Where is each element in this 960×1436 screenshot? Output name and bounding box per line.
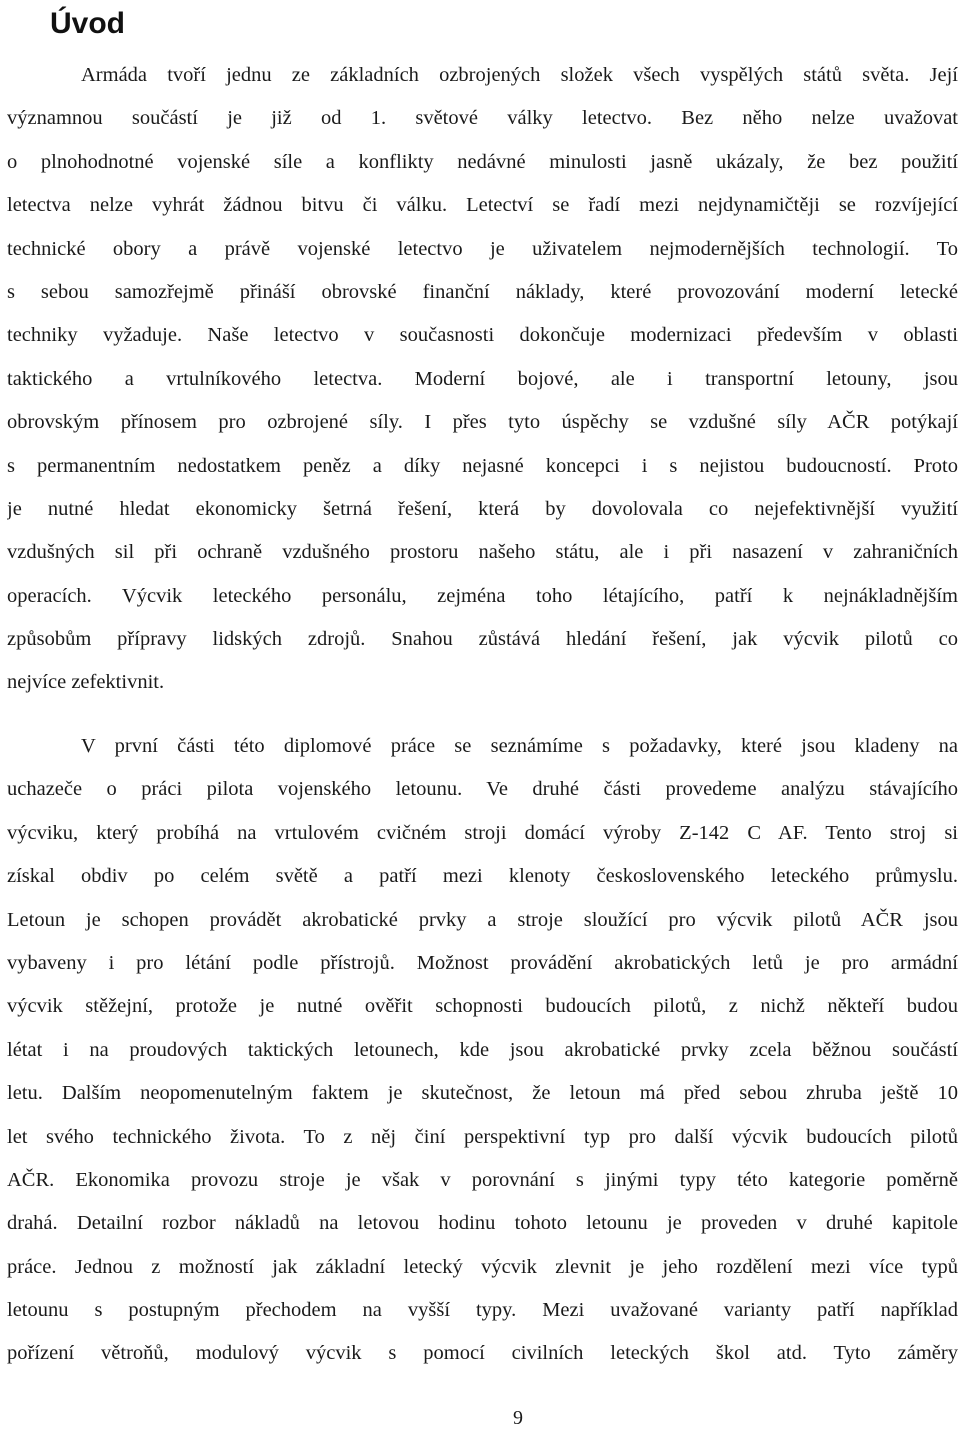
page-number: 9 (513, 1407, 523, 1429)
text-line: létat i na proudových taktických letounech, kde jsou akrobatické prvky zcela běžnou součástí (7, 1038, 958, 1061)
text-line: uchazeče o práci pilota vojenského letounu. Ve druhé části provedeme analýzu stávajícího (7, 778, 958, 801)
text-line: o plnohodnotné vojenské síle a konflikty nedávné minulosti jasně ukázaly, že bez použití (7, 150, 958, 173)
text-line: V první části této diplomové práce se seznámíme s požadavky, které jsou kladeny na (81, 735, 958, 757)
text-line: výcvik stěžejní, protože je nutné ověřit schopnosti budoucích pilotů, z nichž někteří budou (7, 995, 958, 1018)
text-line: s permanentním nedostatkem peněz a díky nejasné koncepci i s nejistou budoucností. Proto (7, 454, 958, 477)
text-line: letounu s postupným přechodem na vyšší typy. Mezi uvažované varianty patří například (7, 1299, 958, 1322)
text-line: letu. Dalším neopomenutelným faktem je skutečnost, že letoun má před sebou zhruba ještě 10 (7, 1082, 958, 1105)
text-line: drahá. Detailní rozbor nákladů na letovou hodinu tohoto letounu je proveden v druhé kapitole (7, 1212, 958, 1235)
text-line: Letoun je schopen provádět akrobatické prvky a stroje sloužící pro výcvik pilotů AČR jsou (7, 908, 958, 931)
text-line: taktického a vrtulníkového letectva. Moderní bojové, ale i transportní letouny, jsou (7, 367, 958, 390)
text-line: pořízení větroňů, modulový výcvik s pomocí civilních leteckých škol atd. Tyto záměry (7, 1342, 958, 1365)
text-line: let svého technického života. To z něj činí perspektivní typ pro další výcvik budoucích pilotů (7, 1125, 958, 1148)
text-line: AČR. Ekonomika provozu stroje je však v porovnání s jinými typy této kategorie poměrně (7, 1168, 958, 1191)
text-line: vybaveny i pro létání podle přístrojů. Možnost provádění akrobatických letů je pro armádní (7, 951, 958, 974)
page-heading: Úvod (50, 7, 125, 40)
text-line: techniky vyžaduje. Naše letectvo v současnosti dokončuje modernizaci především v oblasti (7, 324, 958, 347)
text-line: práce. Jednou z možností jak základní letecký výcvik zlevnit je jeho rozdělení mezi více typů (7, 1255, 958, 1278)
text-line: s sebou samozřejmě přináší obrovské finanční náklady, které provozování moderní letecké (7, 280, 958, 303)
text-line: operacích. Výcvik leteckého personálu, zejména toho létajícího, patří k nejnákladnějším (7, 584, 958, 607)
text-line: nejvíce zefektivnit. (7, 671, 165, 694)
text-line: letectva nelze vyhrát žádnou bitvu či válku. Letectví se řadí mezi nejdynamičtěji se rozvíjející (7, 194, 958, 217)
text-line: způsobům přípravy lidských zdrojů. Snahou zůstává hledání řešení, jak výcvik pilotů co (7, 628, 958, 651)
text-line: výcviku, který probíhá na vrtulovém cvičném stroji domácí výroby Z-142 C AF. Tento stroj si (7, 821, 958, 844)
paragraph-1 (7, 54, 958, 705)
text-line: získal obdiv po celém světě a patří mezi klenoty československého leteckého průmyslu. (7, 865, 958, 888)
text-line: je nutné hledat ekonomicky šetrná řešení, která by dovolovala co nejefektivnější využití (7, 497, 958, 520)
paragraph-2 (7, 725, 958, 1376)
text-line: obrovským přínosem pro ozbrojené síly. I přes tyto úspěchy se vzdušné síly AČR potýkají (7, 411, 958, 434)
text-line: významnou součástí je již od 1. světové války letectvo. Bez něho nelze uvažovat (7, 107, 958, 130)
text-line: Armáda tvoří jednu ze základních ozbrojených složek všech vyspělých států světa. Její (81, 64, 958, 86)
text-line: technické obory a právě vojenské letectvo je uživatelem nejmodernějších technologií. To (7, 237, 958, 260)
text-line: vzdušných sil při ochraně vzdušného prostoru našeho státu, ale i při nasazení v zahraničních (7, 541, 958, 564)
